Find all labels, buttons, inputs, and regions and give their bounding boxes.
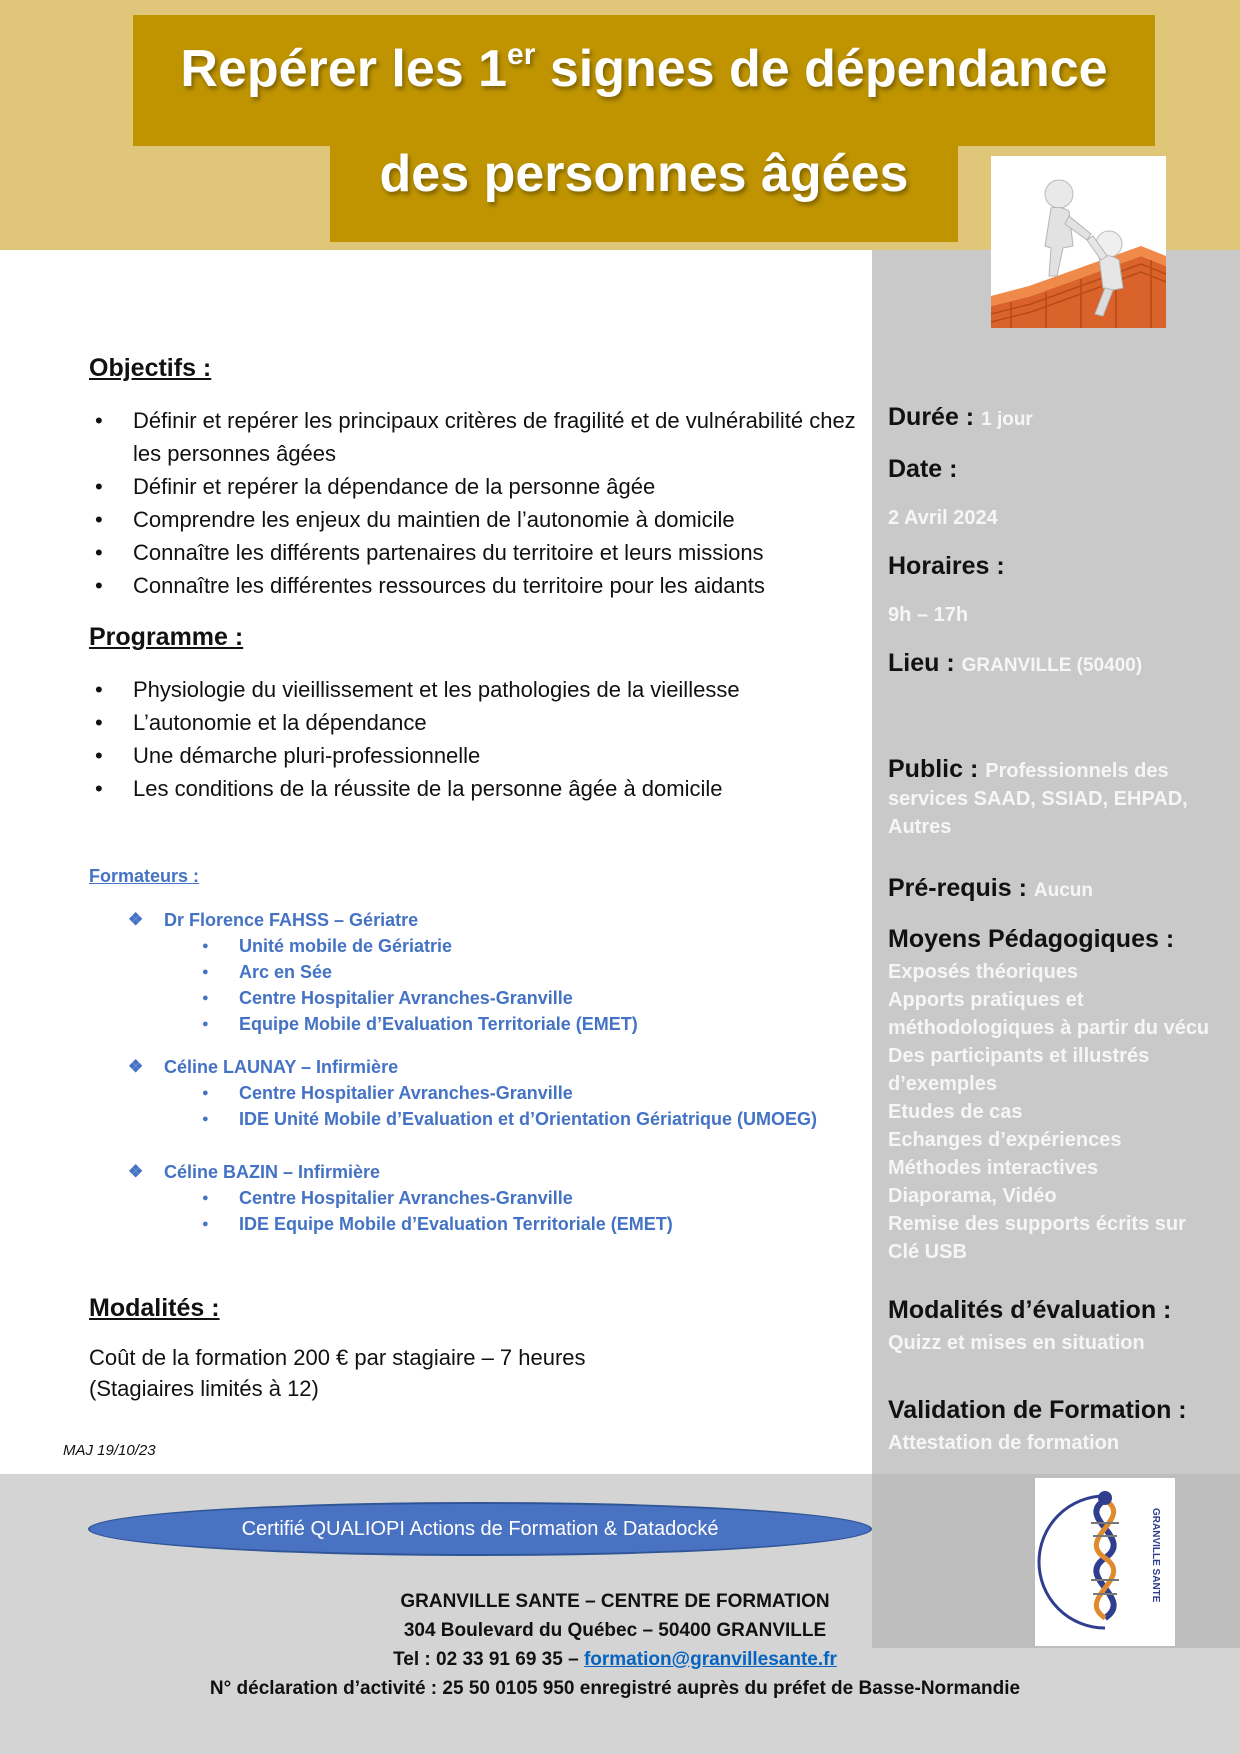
- moyens-line: Clé USB: [888, 1241, 967, 1263]
- list-item: • Une démarche pluri-professionnelle: [92, 739, 862, 772]
- list-item: • Connaître les différents partenaires du territoire et leurs missions: [92, 536, 862, 569]
- contact-line: [130, 1645, 1100, 1674]
- list-item: ● Centre Hospitalier Avranches-Granville: [202, 985, 868, 1011]
- diamond-bullet-icon: ❖: [128, 1162, 144, 1181]
- trainer-name: Dr Florence FAHSS – Gériatre: [164, 910, 419, 930]
- list-item: ● Centre Hospitalier Avranches-Granville: [202, 1185, 868, 1211]
- prerequis-row: Pré-requis : Aucun: [888, 874, 1093, 902]
- diamond-bullet-icon: ❖: [128, 910, 144, 929]
- update-date: MAJ 19/10/23: [63, 1442, 156, 1459]
- formateurs-title: Formateurs :: [89, 866, 200, 886]
- public-label: Public :: [888, 755, 986, 783]
- prerequis-value: Aucun: [1033, 880, 1093, 901]
- org-name: GRANVILLE SANTE – CENTRE DE FORMATION: [400, 1591, 830, 1612]
- trainer-block: [128, 907, 868, 1037]
- list-item: • L’autonomie et la dépendance: [92, 706, 862, 739]
- evaluation-value: Quizz et mises en situation: [888, 1332, 1145, 1354]
- list-item: • Connaître les différentes ressources du territoire pour les aidants: [92, 569, 862, 602]
- public-row: [888, 755, 1218, 841]
- list-item: ● Equipe Mobile d’Evaluation Territoriale (EMET): [202, 1011, 868, 1037]
- moyens-line: Remise des supports écrits sur: [888, 1213, 1186, 1235]
- public-value: Professionnels des services SAAD, SSIAD, EHPAD, Autres: [888, 760, 1188, 838]
- moyens-line: Diaporama, Vidéo: [888, 1185, 1057, 1207]
- list-item: • Les conditions de la réussite de la personne âgée à domicile: [92, 772, 862, 805]
- date-label: Date :: [888, 455, 958, 483]
- date-value: 2 Avril 2024: [888, 507, 998, 529]
- moyens-line: méthodologiques à partir du vécu: [888, 1017, 1210, 1039]
- list-item: ● IDE Unité Mobile d’Evaluation et d’Orientation Gériatrique (UMOEG): [202, 1106, 868, 1132]
- validation-label: Validation de Formation :: [888, 1396, 1187, 1424]
- qualiopi-badge: Certifié QUALIOPI Actions de Formation & Datadocké: [88, 1502, 872, 1556]
- list-item: ● Unité mobile de Gériatrie: [202, 933, 868, 959]
- lieu-value: GRANVILLE (50400): [961, 655, 1143, 676]
- list-item: • Physiologie du vieillissement et les pathologies de la vieillesse: [92, 673, 862, 706]
- title-line-2: des personnes âgées: [379, 145, 909, 203]
- list-item: ● Arc en Sée: [202, 959, 868, 985]
- moyens-line: Des participants et illustrés: [888, 1045, 1150, 1067]
- cost-line: Coût de la formation 200 € par stagiaire – 7 heures: [89, 1345, 586, 1370]
- email-link[interactable]: formation@granvillesante.fr: [583, 1649, 837, 1670]
- climbing-figures-illustration: [991, 156, 1166, 328]
- trainer-block: [128, 1159, 868, 1237]
- programme-list: [92, 673, 862, 805]
- title-line-1: Repérer les 1er signes de dépendance: [180, 38, 1108, 98]
- objectifs-list: [92, 404, 862, 602]
- horaires-label: Horaires :: [888, 552, 1005, 580]
- moyens-line: Echanges d’expériences: [888, 1129, 1122, 1151]
- modalites-title: Modalités :: [89, 1294, 220, 1322]
- duree-value: 1 jour: [981, 409, 1033, 430]
- declaration-line: N° déclaration d’activité : 25 50 0105 950 enregistré auprès du préfet de Basse-Normandie: [209, 1678, 1021, 1699]
- phone: Tel : 02 33 91 69 35 –: [393, 1649, 584, 1670]
- moyens-line: Etudes de cas: [888, 1101, 1023, 1123]
- logo-text: GRANVILLE SANTE: [1150, 1508, 1161, 1603]
- list-item: • Comprendre les enjeux du maintien de l’autonomie à domicile: [92, 503, 862, 536]
- trainer-block: [128, 1054, 868, 1132]
- limit-line: (Stagiaires limités à 12): [89, 1376, 319, 1401]
- list-item: ● Centre Hospitalier Avranches-Granville: [202, 1080, 868, 1106]
- moyens-line: Exposés théoriques: [888, 961, 1079, 983]
- moyens-line: d’exemples: [888, 1073, 997, 1095]
- list-item: • Définir et repérer les principaux critères de fragilité et de vulnérabilité chez les personnes âgées: [92, 404, 862, 470]
- lieu-row: Lieu : GRANVILLE (50400): [888, 649, 1143, 677]
- list-item: ● IDE Equipe Mobile d’Evaluation Territoriale (EMET): [202, 1211, 868, 1237]
- moyens-list: [888, 958, 1218, 1266]
- granville-sante-logo: [1035, 1478, 1175, 1646]
- trainer-name: Céline BAZIN – Infirmière: [164, 1162, 381, 1182]
- validation-value: Attestation de formation: [888, 1432, 1120, 1454]
- org-address: 304 Boulevard du Québec – 50400 GRANVILLE: [403, 1620, 827, 1641]
- trainer-name: Céline LAUNAY – Infirmière: [164, 1057, 399, 1077]
- moyens-line: Apports pratiques et: [888, 989, 1084, 1011]
- objectifs-title: Objectifs :: [89, 354, 212, 382]
- duree-row: Durée : 1 jour: [888, 403, 1033, 431]
- list-item: • Définir et repérer la dépendance de la personne âgée: [92, 470, 862, 503]
- evaluation-label: Modalités d’évaluation :: [888, 1296, 1172, 1324]
- diamond-bullet-icon: ❖: [128, 1057, 144, 1076]
- moyens-label: Moyens Pédagogiques :: [888, 925, 1175, 953]
- horaires-value: 9h – 17h: [888, 604, 969, 626]
- modalites-text: [89, 1342, 586, 1404]
- programme-title: Programme :: [89, 623, 244, 651]
- moyens-line: Méthodes interactives: [888, 1157, 1099, 1179]
